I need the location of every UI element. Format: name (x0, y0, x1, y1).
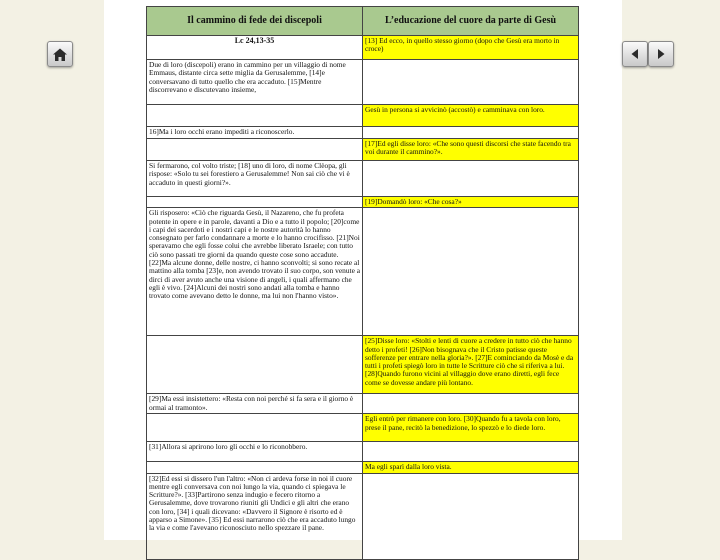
right-cell: [17]Ed egli disse loro: «Che sono questi discorsi che state facendo tra voi durante il cammino?». (363, 139, 579, 161)
table-header-row (147, 7, 579, 36)
left-cell-empty (147, 197, 363, 208)
right-cell-empty (363, 60, 579, 105)
table-row (147, 139, 579, 161)
left-cell: Gli risposero: «Ciò che riguarda Gesù, il Nazareno, che fu profeta potente in opere e in parole, davanti a Dio e a tutto il popolo; [20]come i capi dei sacerdoti e i nostri capi e le nostre autorità lo hanno consegnato per farlo condannare a morte e lo hanno crocifisso. [21]Noi speravamo che egli fosse colui che avrebbe liberato Israele; con tutto ciò sono passati tre giorni da quando queste cose sono accadute. [22]Ma alcune donne, delle nostre, ci hanno sconvolti; si sono recate al mattino alla tomba [23]e, non avendo trovato il suo corpo, son venute a dirci di aver avuto anche una visione di angeli, i quali affermano che egli è vivo. [24]Alcuni dei nostri sono andati alla tomba e hanno trovato come avevano detto le donne, ma lui non l'hanno visto». (147, 208, 363, 336)
right-cell: [19]Domandò loro: «Che cosa?» (363, 197, 579, 208)
left-cell: 16]Ma i loro occhi erano impediti a riconoscerlo. (147, 127, 363, 139)
table-row (147, 105, 579, 127)
table-row (147, 208, 579, 336)
home-icon (52, 47, 68, 62)
left-cell: Due di loro (discepoli) erano in cammino per un villaggio di nome Emmaus, distante circa sette miglia da Gerusalemme, [14]e conversavano di tutto quello che era accaduto. [15]Mentre discorrevano e discutevano insieme, (147, 60, 363, 105)
left-cell: [32]Ed essi si dissero l'un l'altro: «Non ci ardeva forse in noi il cuore mentre egli conversava con noi lungo la via, quando ci spiegava le Scritture?». [33]Partirono senza indugio e fecero ritorno a Gerusalemme, dove trovarono riuniti gli Undici e gli altri che erano con loro, [34] i quali dicevano: «Davvero il Signore è risorto ed è apparso a Simone». [35] Ed essi narrarono ciò che era accaduto lungo la via e come l'avevano riconosciuto nello spezzare il pane. (147, 473, 363, 559)
right-cell-empty (363, 127, 579, 139)
right-cell: Egli entrò per rimanere con loro. [30]Quando fu a tavola con loro, prese il pane, recitò la benedizione, lo spezzò e lo diede loro. (363, 414, 579, 442)
right-cell-empty (363, 473, 579, 559)
table-row (147, 60, 579, 105)
table-row (147, 336, 579, 394)
table-row (147, 473, 579, 559)
right-cell-empty (363, 442, 579, 462)
scripture-reference: Lc 24,13-35 (147, 36, 363, 60)
right-cell-empty (363, 161, 579, 197)
table-row (147, 161, 579, 197)
right-cell: [13] Ed ecco, in quello stesso giorno (dopo che Gesù era morto in croce) (363, 36, 579, 60)
right-cell: Ma egli sparì dalla loro vista. (363, 462, 579, 473)
left-cell: [31]Allora si aprirono loro gli occhi e lo riconobbero. (147, 442, 363, 462)
table-row (147, 414, 579, 442)
next-slide-button[interactable] (648, 41, 674, 67)
left-cell: Si fermarono, col volto triste; [18] uno di loro, di nome Clèopa, gli rispose: «Solo tu sei forestiero a Gerusalemme! Non sai ciò che vi è accaduto in questi giorni?». (147, 161, 363, 197)
left-cell: [29]Ma essi insistettero: «Resta con noi perché si fa sera e il giorno è ormai al tramonto». (147, 394, 363, 414)
header-right-title: L’educazione del cuore da parte di Gesù (363, 7, 579, 36)
right-cell-empty (363, 394, 579, 414)
previous-slide-button[interactable] (622, 41, 648, 67)
gospel-comparison-table (146, 6, 579, 560)
home-button[interactable] (47, 41, 73, 67)
left-cell-empty (147, 462, 363, 473)
left-cell-empty (147, 414, 363, 442)
right-cell-empty (363, 208, 579, 336)
table-row (147, 127, 579, 139)
header-left-title: Il cammino di fede dei discepoli (147, 7, 363, 36)
right-cell: [25]Disse loro: «Stolti e lenti di cuore a credere in tutto ciò che hanno detto i profeti! [26]Non bisognava che il Cristo patisse queste sofferenze per entrare nella gloria?». [27]E cominciando da Mosè e da tutti i profeti spiegò loro in tutte le Scritture ciò che si riferiva a lui. [28]Quando furono vicini al villaggio dove erano diretti, egli fece come se dovesse andare più lontano. (363, 336, 579, 394)
left-cell-empty (147, 139, 363, 161)
table-row (147, 462, 579, 473)
left-cell-empty (147, 336, 363, 394)
left-cell-empty (147, 105, 363, 127)
table-row (147, 197, 579, 208)
table-row (147, 442, 579, 462)
arrow-right-icon (655, 48, 667, 60)
table-row (147, 394, 579, 414)
right-cell: Gesù in persona si avvicinò (accostò) e camminava con loro. (363, 105, 579, 127)
table-row (147, 36, 579, 60)
arrow-left-icon (629, 48, 641, 60)
